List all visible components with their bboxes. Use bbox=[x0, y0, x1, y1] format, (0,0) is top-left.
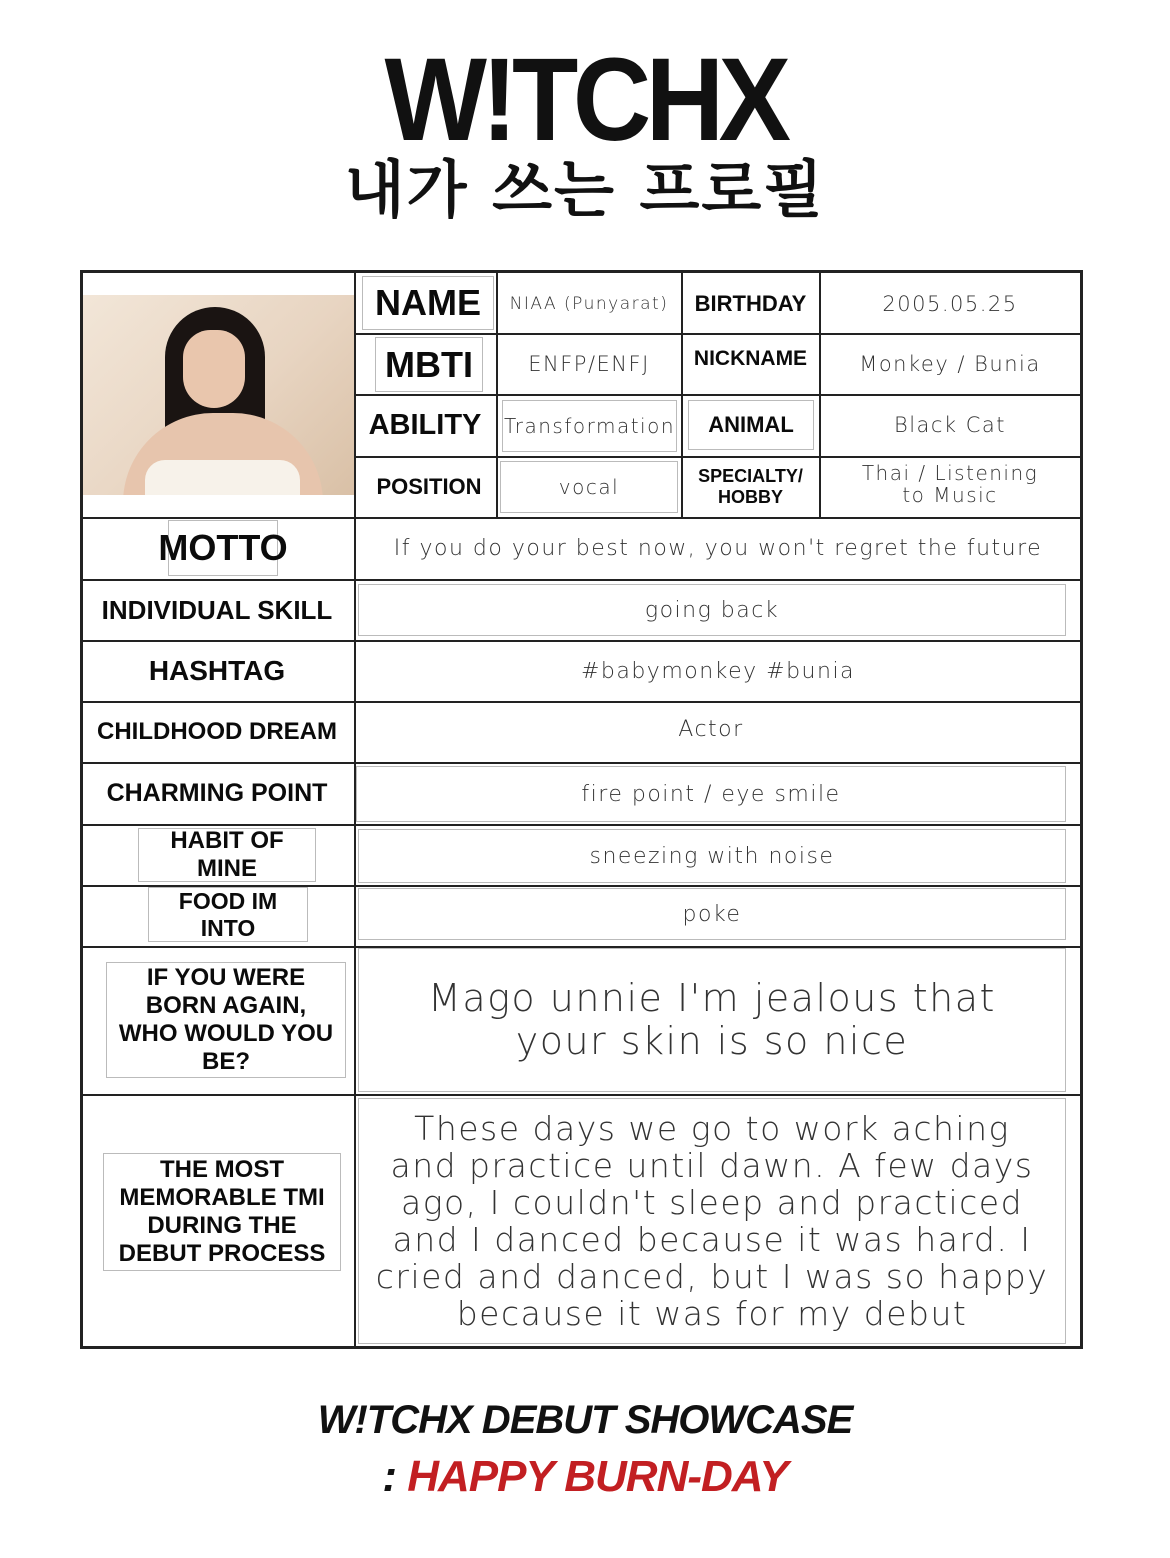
value-position: vocal bbox=[500, 461, 678, 513]
value-name: NIAA (Punyarat) bbox=[509, 294, 669, 314]
happy-burn-day-text: HAPPY BURN-DAY bbox=[407, 1452, 788, 1501]
value-animal: Black Cat bbox=[893, 413, 1007, 437]
value-specialty-hobby: Thai / Listening to Music bbox=[861, 461, 1039, 507]
label-specialty-hobby: SPECIALTY/ HOBBY bbox=[698, 466, 803, 507]
label-childhood-dream: CHILDHOOD DREAM bbox=[97, 718, 337, 745]
value-ability: Transformation bbox=[502, 400, 677, 452]
profile-photo bbox=[83, 295, 355, 495]
witchx-logo: W!TCHX bbox=[384, 34, 786, 166]
value-food-im-into: poke bbox=[358, 888, 1066, 940]
label-charming-point: CHARMING POINT bbox=[106, 779, 328, 807]
label-memorable-tmi: THE MOST MEMORABLE TMI DURING THE DEBUT PROCESS bbox=[103, 1153, 341, 1271]
value-nickname: Monkey / Bunia bbox=[859, 352, 1041, 376]
value-birthday: 2005.05.25 bbox=[882, 292, 1018, 316]
label-individual-skill: INDIVIDUAL SKILL bbox=[101, 594, 333, 625]
value-born-again: Mago unnie I'm jealous that your skin is so nice bbox=[358, 948, 1066, 1092]
value-mbti: ENFP/ENFJ bbox=[528, 352, 650, 376]
label-animal: ANIMAL bbox=[688, 400, 814, 450]
value-childhood-dream: Actor bbox=[678, 716, 744, 742]
label-mbti: MBTI bbox=[375, 337, 483, 392]
label-name: NAME bbox=[362, 276, 494, 330]
label-nickname: NICKNAME bbox=[693, 347, 808, 370]
label-ability: ABILITY bbox=[368, 408, 482, 441]
value-memorable-tmi: These days we go to work aching and practice until dawn. A few days ago, I couldn't sleep and practiced and I danced because it was hard. I cried and danced, but I was so happy because it was for my debut bbox=[358, 1098, 1066, 1344]
label-born-again: IF YOU WERE BORN AGAIN, WHO WOULD YOU BE? bbox=[106, 962, 346, 1078]
label-motto: MOTTO bbox=[168, 520, 278, 576]
label-habit-of-mine: HABIT OF MINE bbox=[138, 828, 316, 882]
value-motto: If you do your best now, you won't regret the future bbox=[393, 536, 1043, 561]
showcase-subtitle bbox=[0, 1452, 1170, 1502]
page-title: 내가 쓰는 프로필 bbox=[344, 153, 826, 226]
value-individual-skill: going back bbox=[358, 584, 1066, 636]
value-charming-point: fire point / eye smile bbox=[356, 766, 1066, 822]
label-position: POSITION bbox=[376, 474, 482, 499]
colon-glyph: : bbox=[382, 1452, 396, 1501]
label-hashtag: HASHTAG bbox=[148, 655, 286, 686]
label-food-im-into: FOOD IM INTO bbox=[148, 887, 308, 942]
value-hashtag: #babymonkey #bunia bbox=[580, 658, 856, 684]
label-birthday: BIRTHDAY bbox=[694, 291, 807, 316]
showcase-title: W!TCHX DEBUT SHOWCASE bbox=[317, 1398, 853, 1442]
value-habit-of-mine: sneezing with noise bbox=[358, 829, 1066, 883]
